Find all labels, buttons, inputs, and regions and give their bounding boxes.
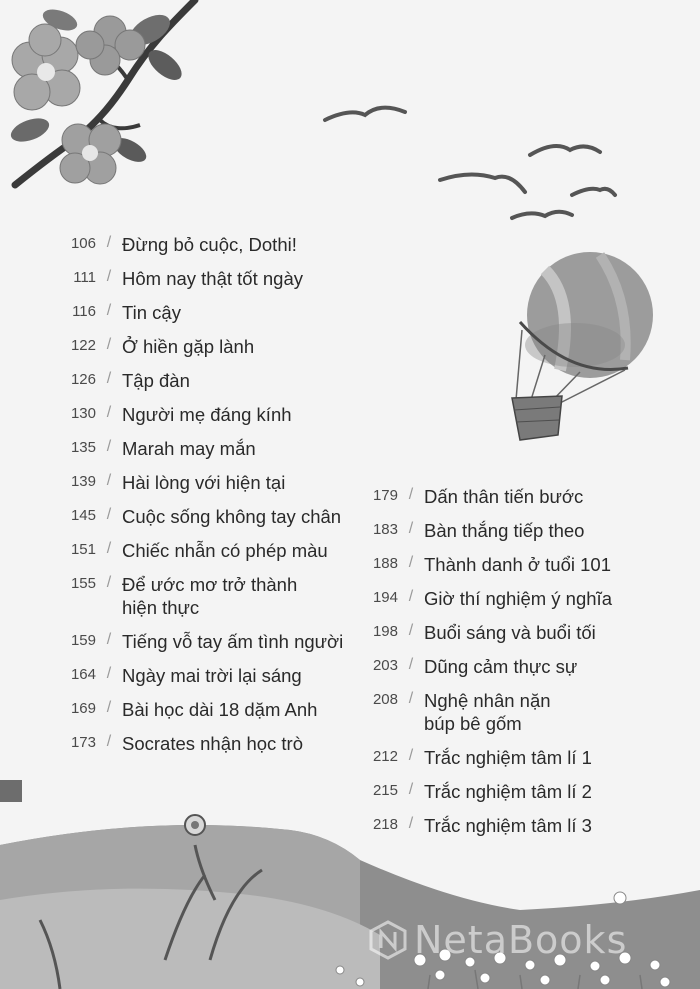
toc-page-number: 188 (372, 555, 398, 572)
toc-entry (360, 485, 700, 508)
toc-title (122, 664, 302, 687)
toc-entry (360, 746, 700, 769)
toc-page-number: 151 (70, 541, 96, 558)
toc-entry (0, 664, 360, 687)
toc-separator: / (106, 665, 112, 682)
toc-page-number: 130 (70, 405, 96, 422)
toc-separator: / (106, 404, 112, 421)
toc-entry (360, 519, 700, 542)
toc-entry (360, 689, 700, 735)
toc-page-number: 212 (372, 748, 398, 765)
toc-page-number: 122 (70, 337, 96, 354)
toc-title (424, 689, 551, 735)
toc-separator: / (106, 234, 112, 251)
toc-title (424, 587, 612, 610)
toc-separator: / (106, 438, 112, 455)
toc-title-line: Tin cậy (122, 302, 181, 323)
toc-separator: / (106, 733, 112, 750)
toc-title (122, 369, 190, 392)
toc-title-line: Dũng cảm thực sự (424, 656, 578, 677)
toc-title-line: Cuộc sống không tay chân (122, 506, 342, 527)
toc-title (122, 698, 317, 721)
toc-separator: / (106, 574, 112, 591)
toc-entry (0, 505, 360, 528)
toc-title-line: Marah may mắn (122, 438, 256, 459)
toc-page-number: 135 (70, 439, 96, 456)
toc-title-line: hiện thực (122, 597, 200, 618)
toc-entry (0, 267, 360, 290)
toc-title-line: Hôm nay thật tốt ngày (122, 268, 303, 289)
toc-title-line: Hài lòng với hiện tại (122, 472, 286, 493)
toc-separator: / (408, 588, 414, 605)
toc-separator: / (106, 506, 112, 523)
toc-title-line: Trắc nghiệm tâm lí 3 (424, 815, 592, 836)
toc-page-number: 106 (70, 235, 96, 252)
toc-title-line: Trắc nghiệm tâm lí 1 (424, 747, 592, 768)
toc-entry (360, 814, 700, 837)
toc-entry (0, 630, 360, 653)
toc-entry (0, 732, 360, 755)
toc-title-line: Ở hiền gặp lành (122, 336, 255, 357)
toc-separator: / (106, 302, 112, 319)
toc-entry (0, 539, 360, 562)
toc-title (122, 403, 292, 426)
toc-title-line: Giờ thí nghiệm ý nghĩa (424, 588, 612, 609)
toc-entry (360, 553, 700, 576)
toc-title (424, 814, 592, 837)
toc-page-number: 179 (372, 487, 398, 504)
toc-page-number: 111 (73, 269, 96, 286)
toc-title (122, 505, 341, 528)
toc-separator: / (408, 486, 414, 503)
toc-title-line: Tập đàn (122, 370, 190, 391)
toc-title-line: Bàn thắng tiếp theo (424, 520, 585, 541)
toc-title-line: Thành danh ở tuổi 101 (424, 554, 611, 575)
toc-page-number: 194 (372, 589, 398, 606)
toc-title (122, 267, 303, 290)
toc-title (424, 621, 596, 644)
toc-separator: / (408, 520, 414, 537)
toc-page-number: 208 (372, 691, 398, 708)
toc-title-line: Người mẹ đáng kính (122, 404, 292, 425)
toc-title-line: Chiếc nhẫn có phép màu (122, 540, 328, 561)
toc-title-line: Dấn thân tiến bước (424, 486, 584, 507)
toc-title (122, 233, 297, 256)
toc-title (122, 630, 343, 653)
toc-page-number: 169 (70, 700, 96, 717)
toc-title-line: Ngày mai trời lại sáng (122, 665, 302, 686)
toc-entry (0, 403, 360, 426)
toc-page-number: 198 (372, 623, 398, 640)
toc-title (122, 539, 328, 562)
toc-title-line: Đừng bỏ cuộc, Dothi! (122, 234, 297, 255)
toc-title (424, 780, 592, 803)
toc-title-line: Bài học dài 18 dặm Anh (122, 699, 318, 720)
toc-separator: / (106, 268, 112, 285)
toc-separator: / (408, 690, 414, 707)
toc-page-number: 139 (70, 473, 96, 490)
toc-entry (360, 587, 700, 610)
toc-left-column (0, 233, 360, 766)
toc-entry (0, 698, 360, 721)
toc-page-number: 183 (372, 521, 398, 538)
toc-title-line: Tiếng vỗ tay ấm tình người (122, 631, 344, 652)
toc-separator: / (408, 781, 414, 798)
toc-separator: / (408, 656, 414, 673)
toc-entry (0, 369, 360, 392)
toc-title-line: Socrates nhận học trò (122, 733, 303, 754)
toc-page-number: 218 (372, 816, 398, 833)
watermark (368, 918, 627, 962)
toc-title (122, 301, 181, 324)
toc-title-line: Buổi sáng và buổi tối (424, 622, 596, 643)
toc-entry (360, 780, 700, 803)
toc-title (122, 573, 297, 619)
toc-separator: / (106, 699, 112, 716)
toc-title (424, 655, 577, 678)
toc-page-number: 159 (70, 632, 96, 649)
toc-separator: / (408, 815, 414, 832)
toc-page-number: 155 (70, 575, 96, 592)
toc-separator: / (408, 554, 414, 571)
toc-page-number: 145 (70, 507, 96, 524)
toc-title-line: Nghệ nhân nặn (424, 690, 551, 711)
toc-entry (360, 655, 700, 678)
watermark-logo-icon (368, 920, 408, 960)
toc-page-number: 215 (372, 782, 398, 799)
toc-entry (0, 301, 360, 324)
toc-title (122, 732, 303, 755)
toc-entry (0, 233, 360, 256)
toc-title-line: búp bê gốm (424, 713, 522, 734)
toc-title (122, 471, 285, 494)
toc-separator: / (106, 336, 112, 353)
toc-separator: / (408, 622, 414, 639)
toc-entry (0, 437, 360, 460)
toc-separator: / (106, 631, 112, 648)
toc-entry (0, 335, 360, 358)
toc-separator: / (408, 747, 414, 764)
toc-page-number: 173 (70, 734, 96, 751)
toc-page-number: 164 (70, 666, 96, 683)
watermark-text: NetaBooks (414, 918, 628, 962)
toc-right-column (360, 485, 700, 848)
toc-entry (0, 471, 360, 494)
toc-title (424, 746, 592, 769)
toc-title-line: Trắc nghiệm tâm lí 2 (424, 781, 592, 802)
toc-title (122, 437, 256, 460)
blossom-branch-icon (8, 0, 195, 185)
toc-separator: / (106, 540, 112, 557)
toc-title (424, 553, 611, 576)
toc-title (424, 519, 584, 542)
toc-title (424, 485, 583, 508)
toc-separator: / (106, 370, 112, 387)
toc-page-number: 116 (72, 303, 96, 320)
toc-page-number: 126 (70, 371, 96, 388)
toc-page-number: 203 (372, 657, 398, 674)
birds-icon (325, 108, 615, 218)
toc-separator: / (106, 472, 112, 489)
toc-entry (360, 621, 700, 644)
toc-entry (0, 573, 360, 619)
toc-title (122, 335, 254, 358)
hot-air-balloon-icon (512, 252, 653, 440)
toc-title-line: Để ước mơ trở thành (122, 574, 298, 595)
